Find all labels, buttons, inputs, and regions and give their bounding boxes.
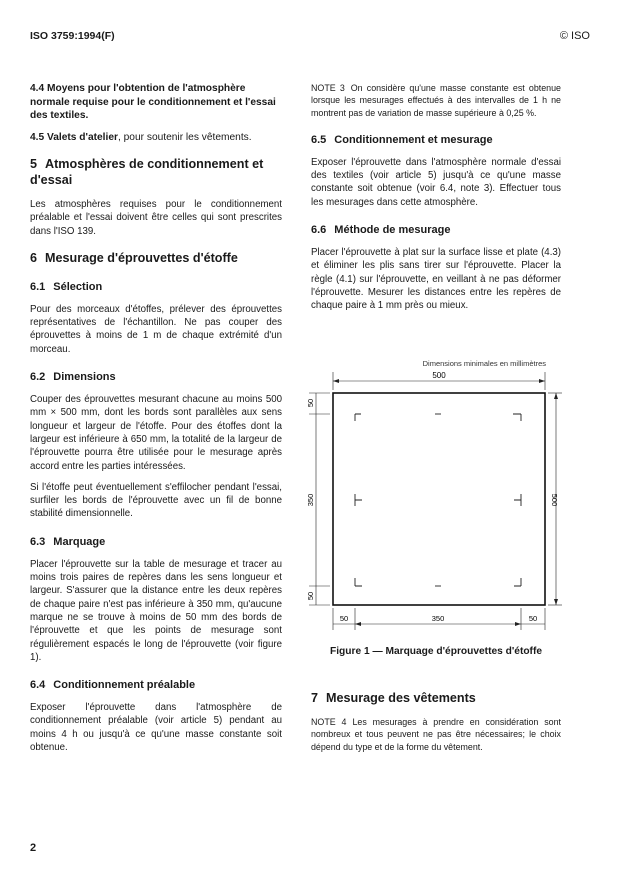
section-6-4-number: 6.4 [30,679,46,692]
mark-corner-top-right [513,414,521,421]
header-standard-id: ISO 3759:1994(F) [30,30,115,42]
section-6-4-paragraph: Exposer l'éprouvette dans l'atmosphère de conditionnement préalable (voir article 5) pendant au moins 4 h ou jusqu'à ce qu'une masse constante soit obtenue. [30,702,282,754]
mark-corner-top-left [355,414,361,421]
bottom-dimension-left: 50 [339,614,349,623]
note-4 [311,716,561,753]
section-7-heading [311,690,561,706]
mark-corner-bottom-right [514,578,521,586]
section-6-title: Mesurage d'éprouvettes d'étoffe [45,250,238,265]
section-5-title: Atmosphères de conditionnement et d'essai [30,157,264,187]
section-4-5-text: , pour soutenir les vêtements. [117,131,252,143]
page-number: 2 [30,842,37,854]
bottom-dimension-right: 50 [528,614,538,623]
section-6-2-number: 6.2 [30,371,46,384]
section-4-5 [30,131,282,145]
section-4-4-number: 4.4 [30,83,45,94]
section-5-paragraph: Les atmosphères requises pour le conditionnement préalable et l'essai doivent être celles qui sont prescrites dans l'ISO 139. [30,199,282,237]
section-6-1-title: Sélection [53,280,103,293]
top-dimension-label: 500 [432,371,446,380]
note-3 [311,82,561,119]
section-5-number: 5 [30,157,38,171]
mark-corner-bottom-left [355,578,362,586]
section-6-5-paragraph: Exposer l'éprouvette dans l'atmosphère normale d'essai des textiles (voir article 5) jusqu'à ce qu'une masse constante soit obtenue (voir 6.4, note 3). Effectuer tous les mesurages dans cette atmosphère. [311,156,561,208]
section-6-2-heading [30,370,282,384]
left-dimension-middle: 350 [306,493,315,507]
left-dimension-top: 50 [306,398,315,408]
section-6-2-title: Dimensions [53,371,116,384]
figure-1-caption: Figure 1 — Marquage d'éprouvettes d'étoffe [329,646,543,657]
section-6-4-title: Conditionnement préalable [53,679,196,692]
section-5-heading [30,156,282,188]
specimen-outline [333,393,545,605]
right-dimension-label: 500 [550,493,559,507]
section-6-6-heading [311,223,561,237]
section-6-5-title: Conditionnement et mesurage [334,133,493,146]
right-column-lower [311,690,561,761]
left-column [30,82,282,762]
section-6-6-paragraph: Placer l'éprouvette à plat sur la surface lisse et plate (4.3) et éliminer les plis sans tirer sur l'éprouvette. Placer la règle (4.1) sur l'éprouvette, en veillant à ne pas déformer l'éprouvette. Mesurer les distances entre les repères de chaque paire à 1 mm près ou mieux. [311,247,561,312]
section-6-1-paragraph: Pour des morceaux d'étoffes, prélever des éprouvettes représentatives de l'échantillon. Ne pas couper des éprouvettes à moins de 1 m de chaque extrémité d'un morceau. [30,303,282,355]
section-6-2-paragraph-2: Si l'étoffe peut éventuellement s'effilocher pendant l'essai, surfiler les bords de l'éprouvette avec un fil de bonne stabilité dimensionnelle. [30,481,282,520]
section-6-3-number: 6.3 [30,535,46,548]
left-dimension-bottom: 50 [306,591,315,601]
section-6-number: 6 [30,250,38,265]
section-6-6-title: Méthode de mesurage [334,224,451,237]
section-6-1-heading [30,280,282,294]
section-4-5-number: 4.5 [30,131,45,143]
section-6-heading [30,250,282,266]
section-6-5-number: 6.5 [311,133,327,146]
section-6-1-number: 6.1 [30,280,46,293]
figure-units-note: Dimensions minimales en millimètres [422,359,546,368]
section-7-number: 7 [311,691,319,705]
section-7-title: Mesurage des vêtements [326,691,476,705]
section-6-5-heading [311,133,561,147]
note-3-text: On considère qu'une masse constante est obtenue lorsque les mesurages effectués à des intervalles de 1 h ne montrent pas de variation de masse supérieure à 0,25 %. [311,83,561,118]
section-6-3-paragraph: Placer l'éprouvette sur la table de mesurage et tracer au moins trois paires de repères dans les sens longueur et largeur. S'assurer que la distance entre les deux repères de chaque paire n'est pas inférieure à 350 mm, qu'aucune marque ne se trouve à moins de 50 mm des bords de l'éprouvette et que les points de mesurage sont régulièrement espacés le long de l'éprouvette (voir figure 1). [30,558,282,663]
bottom-dimension-middle: 350 [431,614,445,623]
measurement-marks [355,414,521,586]
figure-1-drawing [300,356,570,646]
section-6-6-number: 6.6 [311,224,327,237]
section-4-4 [30,82,282,123]
section-6-3-title: Marquage [53,535,106,548]
header-copyright: © ISO [559,30,590,42]
note-4-label: NOTE 4 [311,717,347,727]
section-6-3-heading [30,535,282,549]
section-4-5-title: Valets d'atelier [47,131,118,143]
note-4-text: Les mesurages à prendre en considération sont nombreux et tous peuvent ne pas être nécessaires; le choix dépend du type et de la forme du vêtement. [311,717,561,752]
section-6-2-paragraph-1: Couper des éprouvettes mesurant chacune au moins 500 mm × 500 mm, dont les bords sont parallèles aux sens longueur et largeur de l'étoffe. Pour des étoffes dont la largeur est inférieure à 650 mm, la totalité de la largeur de l'éprouvette pourra être utilisée pour le mesurage après accord entre les parties intéressées. [30,394,282,472]
section-4-4-title: Moyens pour l'obtention de l'atmosphère normale requise pour le conditionnement et l'essai des textiles. [30,83,276,121]
mark-right-middle [514,494,521,506]
note-3-label: NOTE 3 [311,83,345,93]
section-6-4-heading [30,678,282,692]
figure-1 [300,356,570,646]
right-column [311,82,561,321]
mark-left-middle [355,494,362,506]
